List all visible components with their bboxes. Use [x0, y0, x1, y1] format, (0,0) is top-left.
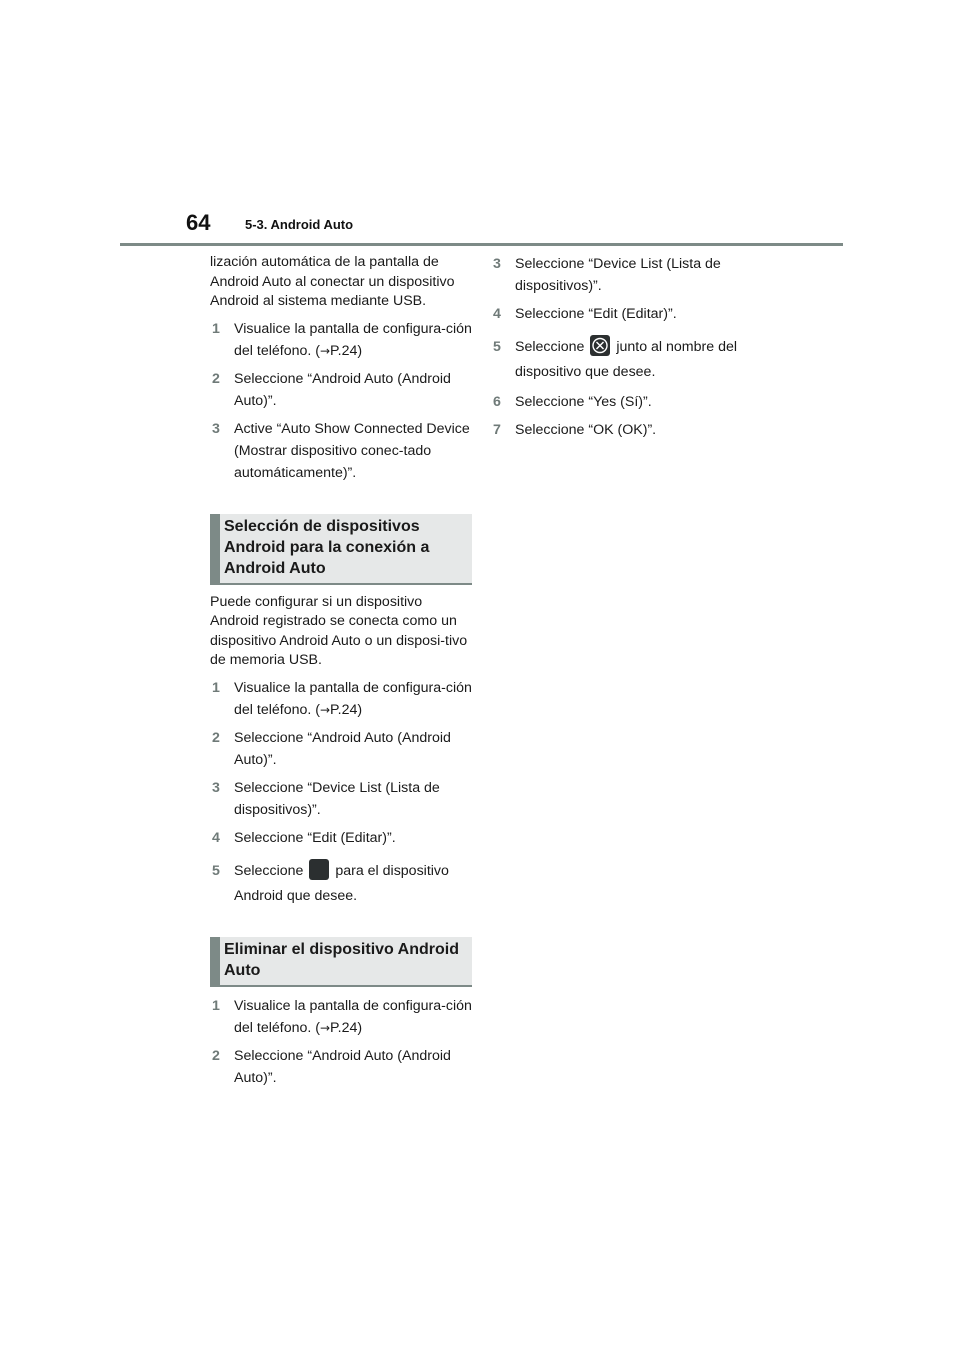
- step-text: Seleccione “Device List (Lista de dispositivos)”.: [234, 779, 440, 818]
- page-number: 64: [186, 210, 211, 235]
- step-a3: [210, 418, 472, 484]
- step-number: 1: [212, 997, 220, 1014]
- step-b5: [210, 859, 472, 909]
- intro-paragraph: lización automática de la pantalla de Android Auto al conectar un dispositivo Android al sistema mediante USB.: [210, 254, 455, 309]
- step-text: Seleccione “Android Auto (Android Auto)”.: [234, 1047, 451, 1086]
- heading-text: Eliminar el dispositivo Android Auto: [224, 940, 459, 979]
- step-text: Seleccione “Yes (Sí)”.: [515, 394, 652, 410]
- step-r7: [491, 419, 753, 441]
- arrow-icon: →: [319, 343, 331, 358]
- step-text: Visualice la pantalla de configura-ción del teléfono. (→P.24): [234, 320, 472, 359]
- left-column: [210, 253, 472, 1095]
- step-number: 4: [493, 306, 501, 322]
- step-number: 3: [212, 779, 220, 796]
- step-number: 6: [493, 394, 501, 410]
- x-circle-icon: [590, 335, 610, 356]
- step-text: Seleccione para el dispositivo Android que desee.: [234, 859, 472, 909]
- step-b3: [210, 777, 472, 821]
- header-rule: [120, 243, 843, 246]
- step-a2: [210, 368, 472, 412]
- step-b4: [210, 827, 472, 849]
- step-text: Seleccione junto al nombre del dispositivo que desee.: [515, 335, 753, 385]
- heading-bar: [210, 514, 220, 583]
- step-text: Visualice la pantalla de configura-ción del teléfono. (→P.24): [234, 679, 472, 718]
- heading-bar: [210, 937, 220, 985]
- step-text: Visualice la pantalla de configura-ción del teléfono. (→P.24): [234, 997, 472, 1036]
- arrow-icon: →: [319, 702, 331, 717]
- step-c2: [210, 1045, 472, 1089]
- dark-square-icon: [309, 859, 329, 880]
- step-a1: [210, 318, 472, 362]
- right-column: [491, 253, 753, 447]
- step-c1: [210, 995, 472, 1039]
- step-r3: [491, 253, 753, 297]
- arrow-icon: →: [319, 1020, 331, 1035]
- step-number: 2: [212, 370, 220, 387]
- step-text: Seleccione “Android Auto (Android Auto)”.: [234, 729, 451, 768]
- step-number: 3: [493, 256, 501, 272]
- step-r4: [491, 303, 753, 325]
- heading-text: Selección de dispositivos Android para la conexión a Android Auto: [224, 517, 430, 577]
- step-number: 4: [212, 829, 220, 846]
- select-devices-paragraph: Puede configurar si un dispositivo Android registrado se conecta como un dispositivo Android Auto o un disposi-tivo de memoria USB.: [210, 593, 468, 668]
- heading-delete-device: [210, 937, 472, 987]
- step-text: Seleccione “OK (OK)”.: [515, 422, 657, 438]
- step-number: 2: [212, 1047, 220, 1064]
- step-text: Active “Auto Show Connected Device (Mostrar dispositivo conec-tado automáticamente)”.: [234, 420, 470, 481]
- step-text: Seleccione “Edit (Editar)”.: [234, 829, 396, 846]
- step-r6: [491, 391, 753, 413]
- step-text: Seleccione “Edit (Editar)”.: [515, 306, 677, 322]
- step-b2: [210, 727, 472, 771]
- heading-select-devices: [210, 514, 472, 585]
- step-number: 5: [493, 339, 501, 355]
- step-number: 5: [212, 862, 220, 879]
- step-b1: [210, 677, 472, 721]
- step-number: 2: [212, 729, 220, 746]
- step-r5: [491, 335, 753, 385]
- step-number: 1: [212, 679, 220, 696]
- step-number: 7: [493, 422, 501, 438]
- step-number: 3: [212, 420, 220, 437]
- step-text: Seleccione “Device List (Lista de dispositivos)”.: [515, 256, 721, 294]
- step-text: Seleccione “Android Auto (Android Auto)”.: [234, 370, 451, 409]
- section-title: 5-3. Android Auto: [245, 217, 354, 232]
- step-number: 1: [212, 320, 220, 337]
